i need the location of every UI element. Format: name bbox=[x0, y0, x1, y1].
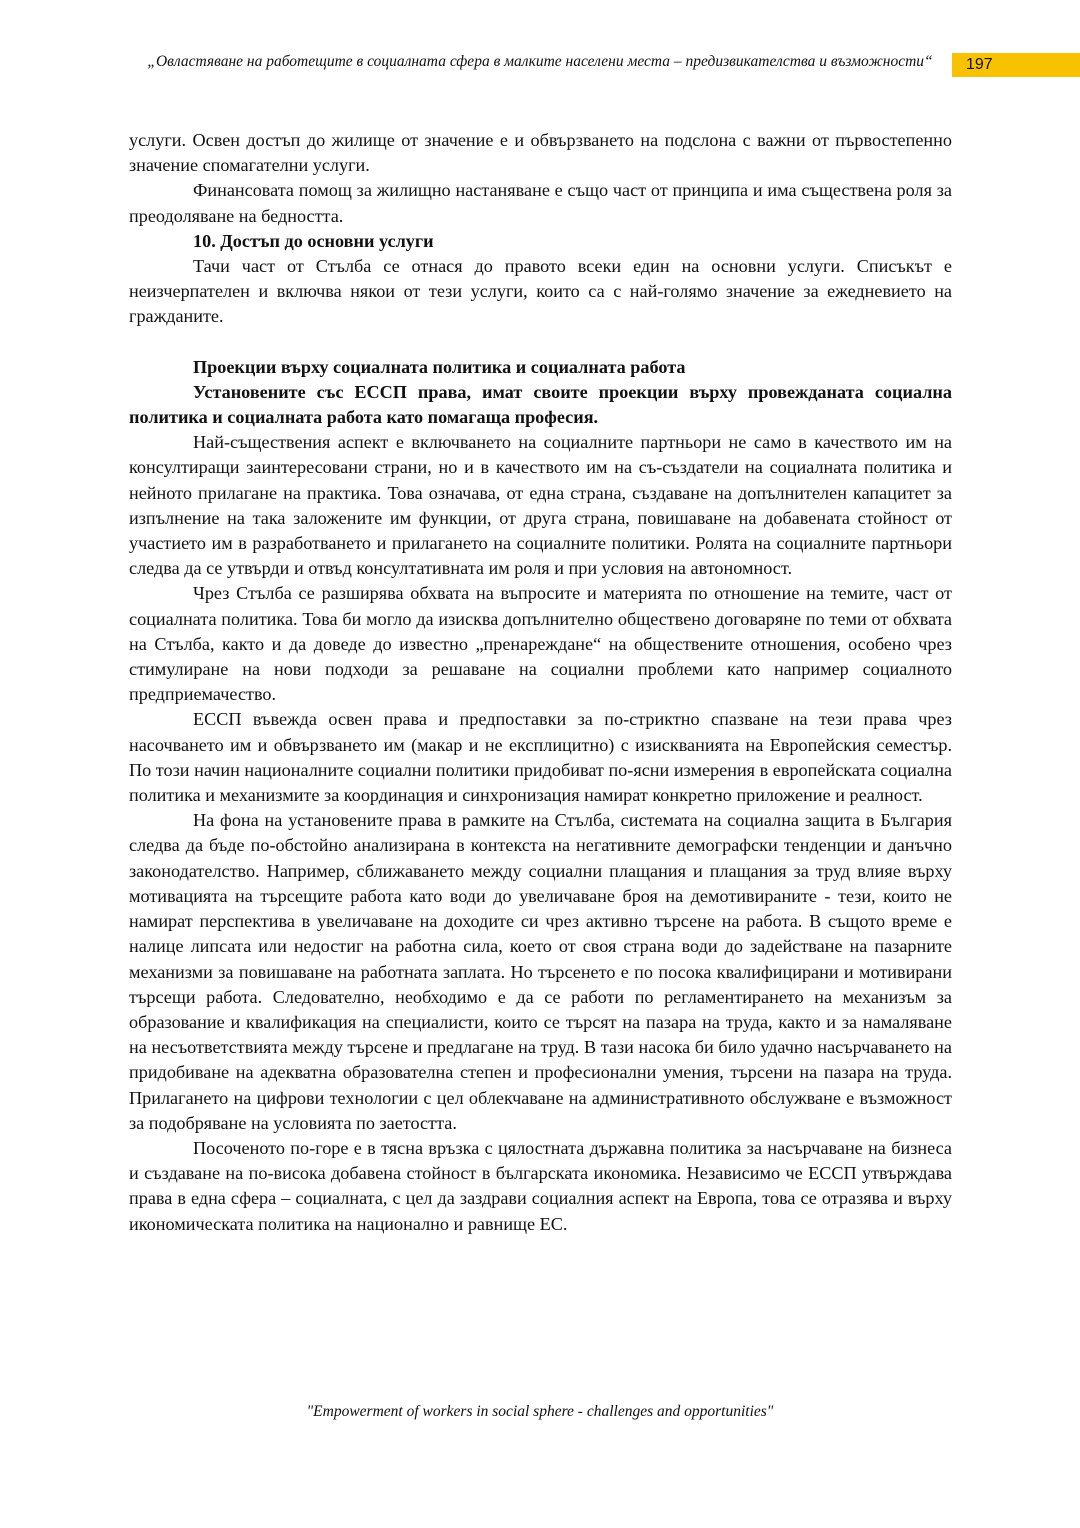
section-heading: 10. Достъп до основни услуги bbox=[193, 230, 434, 251]
section-subheading: Установените със ЕССП права, имат своите проекции върху провежданата социална политика и социалната работа като помагаща професия. bbox=[129, 381, 952, 428]
page-body bbox=[129, 128, 952, 1237]
paragraph: Чрез Стълба се разширява обхвата на въпросите и материята по отношение на темите, част от социалната политика. Това би могло да изисква допълнително обществено договаряне по теми от обхвата на Стълба, както и да доведе до известно „пренареждане“ на обществените отношения, особено чрез стимулиране на нови подходи за решаване на социални проблеми като например социалното предприемачество. bbox=[129, 583, 952, 705]
paragraph: На фона на установените права в рамките на Стълба, системата на социална защита в България следва да бъде по-обстойно анализирана в контекста на негативните демографски тенденции и данъчно законодателство. Например, сближаването между социални плащания и плащания за труд влияе върху мотивацията на търсещите работа като води до увеличаване броя на демотивираните - тези, които не намират перспектива в увеличаване на доходите си чрез активно търсене на работа. В същото време е налице липсата или недостиг на работна сила, което от своя страна води до задействане на пазарните механизми за повишаване на работната заплата. Но търсенето е по посока квалифицирани и мотивирани търсещи работа. Следователно, необходимо е да се работи по регламентирането на механизъм за образование и квалификация на специалисти, които се търсят на пазара на труда, както и за намаляване на несъответствията между търсене и предлагане на труд. В тази насока би било удачно насърчаването на придобиване на адекватна образователна степен и професионални умения, търсени на пазара на труда. Прилагането на цифрови технологии с цел облекчаване на административното обслужване е възможност за подобряване на условията по заетостта. bbox=[129, 810, 952, 1133]
section-heading: Проекции върху социалната политика и социалната работа bbox=[193, 356, 686, 377]
paragraph: Посоченото по-горе е в тясна връзка с цялостната държавна политика за насърчаване на бизнеса и създаване на по-висока добавена стойност в българската икономика. Независимо че ЕССП утвърждава права в една сфера – социалната, с цел да заздрави социалния аспект на Европа, това се отразява и върху икономическата политика на национално и равнище ЕС. bbox=[129, 1137, 952, 1234]
paragraph-continuation: услуги. Освен достъп до жилище от значение е и обвързването на подслона с важни от първостепенно значение спомагателни услуги. bbox=[129, 130, 952, 176]
paragraph: ЕССП въвежда освен права и предпоставки за по-стриктно спазване на тези права чрез насочването им и обвързването им (макар и не експлицитно) с изискванията на Европейския семестър. По този начин националните социални политики придобиват по-ясни измерения в европейската социална политика и механизмите за координация и синхронизация намират конкретно приложение и реалност. bbox=[129, 709, 952, 806]
section-spacer bbox=[129, 330, 952, 355]
running-footer: "Empowerment of workers in social sphere - challenges and opportunities" bbox=[306, 1403, 774, 1420]
page-number-badge: 197 bbox=[952, 53, 1080, 77]
paragraph: Най-съществения аспект е включването на социалните партньори не само в качеството им на консултиращи заинтересовани страни, но и в качеството им на съ-създатели на социалната политика и нейното прилагане на практика. Това означава, от една страна, създаване на допълнителен капацитет за изпълнение на така заложените им функции, от друга страна, повишаване на добавената стойност от участието им в разработването и прилагането на социалните политики. Ролята на социалните партньори следва да се утвърди и отвъд консултативната им роля и при условия на автономност. bbox=[129, 432, 952, 579]
paragraph: Тачи част от Стълба се отнася до правото всеки един на основни услуги. Списъкът е неизчерпателен и включва някои от тези услуги, които са с най-голямо значение за ежедневието на гражданите. bbox=[129, 256, 952, 327]
running-header: „Овластяване на работещите в социалната сфера в малките населени места – предизвикателства и възможности“ bbox=[147, 53, 933, 70]
paragraph: Финансовата помощ за жилищно настаняване е също част от принципа и има съществена роля за преодоляване на бедността. bbox=[129, 180, 952, 226]
